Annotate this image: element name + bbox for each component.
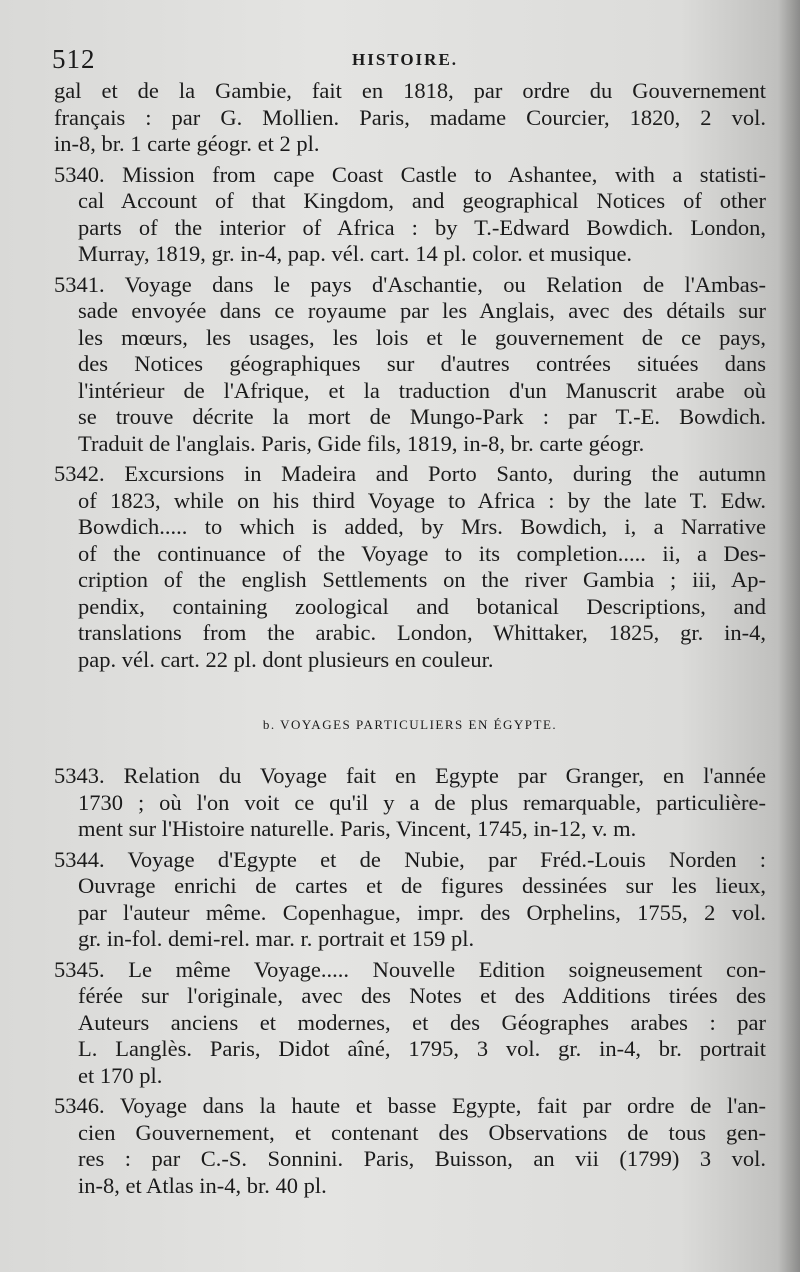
entry-number: 5342. [54, 461, 125, 486]
entry-line: parts of the interior of Africa : by T.-Edward Bowdich. London, [78, 214, 766, 240]
entry-line: res : par C.-S. Sonnini. Paris, Buisson, an vii (1799) 3 vol. [78, 1146, 766, 1171]
entry-line: ment sur l'Histoire naturelle. Paris, Vincent, 1745, in-12, v. m. [78, 816, 637, 841]
entry-text: Voyage dans le pays d'Aschantie, ou Relation de l'Ambas- [124, 271, 767, 297]
section-heading [54, 717, 766, 733]
catalog-entry [54, 763, 766, 843]
entry-line [54, 763, 766, 790]
catalog-entry [54, 1093, 766, 1199]
catalog-entry [54, 847, 766, 953]
entry-number: 5344. [54, 846, 128, 872]
entry-line: français : par G. Mollien. Paris, madame Courcier, 1820, 2 vol. [54, 104, 766, 130]
entry-line: of 1823, while on his third Voyage to Africa : by the late T. Edw. [78, 487, 766, 513]
entry-number: 5345. [54, 956, 129, 982]
catalog-entry [54, 461, 766, 673]
entry-line: les mœurs, les usages, les lois et le gouvernement de ce pays, [78, 324, 766, 350]
entry-line: 1730 ; où l'on voit ce qu'il y a de plus remarquable, particulière- [78, 789, 766, 815]
page-body [54, 78, 766, 1203]
entry-line: se trouve décrite la mort de Mungo-Park : par T.-E. Bowdich. [78, 404, 766, 429]
entry-line: cien Gouvernement, et contenant des Observations de tous gen- [78, 1119, 766, 1145]
section-heading-text: b. VOYAGES PARTICULIERS EN ÉGYPTE. [262, 717, 558, 732]
entry-line: pap. vél. cart. 22 pl. dont plusieurs en couleur. [78, 646, 494, 672]
entry-number: 5343. [54, 763, 124, 788]
entry-line: Murray, 1819, gr. in-4, pap. vél. cart. 14 pl. color. et musique. [78, 241, 633, 266]
entry-line [54, 162, 766, 189]
catalog-entry [54, 162, 766, 268]
entry-line: et 170 pl. [78, 1062, 163, 1088]
entry-line: in-8, et Atlas in-4, br. 40 pl. [78, 1172, 327, 1198]
entry-line: Traduit de l'anglais. Paris, Gide fils, 1819, in-8, br. carte géogr. [78, 430, 645, 456]
entry-line: Auteurs anciens et modernes, et des Géographes arabes : par [78, 1009, 766, 1035]
entry-line: cal Account of that Kingdom, and geographical Notices of other [78, 188, 766, 213]
entry-line: L. Langlès. Paris, Didot aîné, 1795, 3 vol. gr. in-4, br. portrait [78, 1036, 766, 1061]
page-spine-shadow [778, 0, 800, 1272]
entry-line [54, 847, 766, 874]
entry-line [54, 461, 766, 488]
entries-bottom [54, 763, 766, 1199]
catalog-entry [54, 272, 766, 458]
entry-text: Excursions in Madeira and Porto Santo, during the autumn [124, 461, 767, 486]
page-number: 512 [52, 44, 96, 74]
page-header [52, 44, 752, 76]
entry-line: gr. in-fol. demi-rel. mar. r. portrait et 159 pl. [78, 926, 475, 951]
entry-number: 5346. [54, 1093, 120, 1118]
entry-text: Le même Voyage..... Nouvelle Edition soigneusement con- [128, 956, 766, 982]
entry-line: l'intérieur de l'Afrique, et la traduction d'un Manuscrit arabe où [78, 377, 766, 403]
entry-text: Mission from cape Coast Castle to Ashantee, with a statisti- [122, 161, 767, 187]
entry-line: férée sur l'originale, avec des Notes et des Additions tirées des [78, 983, 766, 1008]
entry-text: Voyage dans la haute et basse Egypte, fait par ordre de l'an- [119, 1093, 767, 1118]
entry-line: gal et de la Gambie, fait en 1818, par ordre du Gouvernement [54, 78, 766, 103]
entry-line: des Notices géographiques sur d'autres contrées situées dans [78, 351, 766, 376]
entry-number: 5340. [54, 161, 123, 187]
entries-top [54, 78, 766, 673]
entry-line: of the continuance of the Voyage to its completion..... ii, a Des- [78, 540, 766, 566]
entry-line: Bowdich..... to which is added, by Mrs. Bowdich, i, a Narrative [78, 514, 766, 539]
entry-line: Ouvrage enrichi de cartes et de figures dessinées sur les lieux, [78, 873, 766, 898]
entry-line [54, 957, 766, 984]
entry-text: Relation du Voyage fait en Egypte par Granger, en l'année [123, 763, 767, 788]
running-head: HISTOIRE. [352, 50, 459, 69]
entry-line [54, 272, 766, 299]
entry-line: sade envoyée dans ce royaume par les Anglais, avec des détails sur [78, 298, 766, 323]
entry-number: 5341. [54, 271, 125, 297]
catalog-entry [54, 957, 766, 1090]
entry-line: pendix, containing zoological and botanical Descriptions, and [78, 593, 766, 619]
entry-line: par l'auteur même. Copenhague, impr. des Orphelins, 1755, 2 vol. [78, 899, 766, 925]
entry-line [54, 1093, 766, 1120]
entry-text: Voyage d'Egypte et de Nubie, par Fréd.-Louis Norden : [127, 846, 766, 872]
entry-line: in-8, br. 1 carte géogr. et 2 pl. [54, 131, 320, 156]
catalog-entry [54, 78, 766, 158]
entry-line: translations from the arabic. London, Whittaker, 1825, gr. in-4, [78, 620, 766, 645]
entry-line: cription of the english Settlements on the river Gambia ; iii, Ap- [78, 567, 766, 592]
